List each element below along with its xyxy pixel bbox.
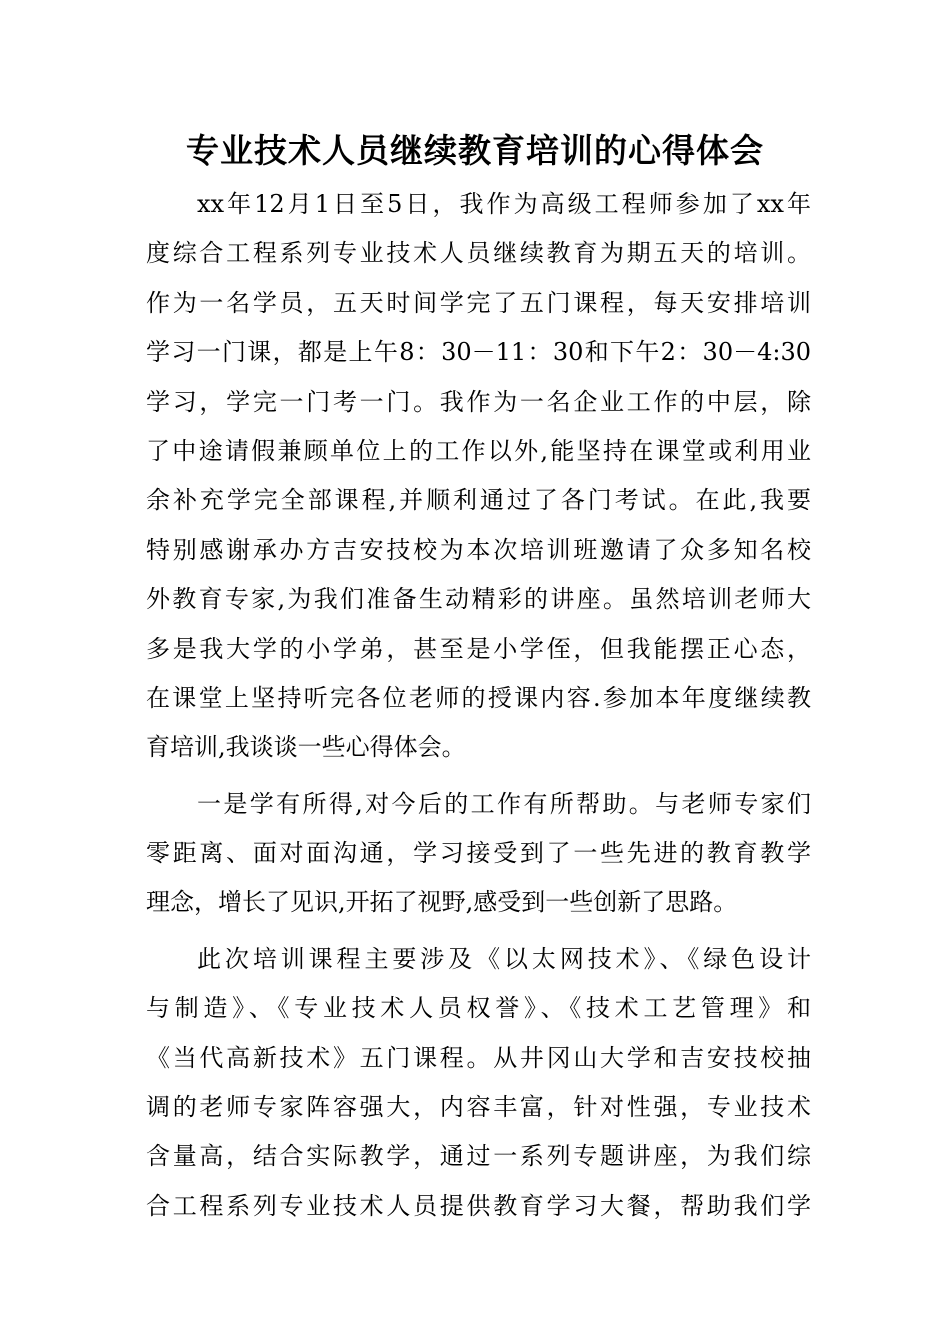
text-line: 零距离、面对面沟通，学习接受到了一些先进的教育教学 [146, 839, 811, 868]
text-line: 学习一门课，都是上午8：30－11：30和下午2：30－4:30 [146, 338, 811, 367]
text-line: 作为一名学员，五天时间学完了五门课程，每天安排培训 [146, 288, 811, 317]
text-line: 与制造》、《专业技术人员权誉》、《技术工艺管理》和 [146, 994, 811, 1023]
text-line: 此次培训课程主要涉及《以太网技术》、《绿色设计 [197, 944, 811, 973]
text-line: 调的老师专家阵容强大，内容丰富，针对性强，专业技术 [146, 1093, 811, 1122]
text-line: 理念，增长了见识,开拓了视野,感受到一些创新了思路。 [146, 888, 738, 917]
paragraph-gains [146, 780, 811, 928]
text-line: 一是学有所得,对今后的工作有所帮助。与老师专家们 [197, 789, 811, 818]
text-line: 多是我大学的小学弟，甚至是小学侄，但我能摆正心态， [146, 634, 811, 663]
text-line: 含量高，结合实际教学，通过一系列专题讲座，为我们综 [146, 1142, 811, 1171]
text-line: 《当代高新技术》五门课程。从井冈山大学和吉安技校抽 [146, 1043, 811, 1072]
text-line: 特别感谢承办方吉安技校为本次培训班邀请了众多知名校 [146, 535, 811, 564]
text-line: 了中途请假兼顾单位上的工作以外,能坚持在课堂或利用业 [146, 436, 811, 465]
document-body [146, 180, 811, 1231]
paragraph-gap [146, 928, 811, 935]
text-line: 学习，学完一门考一门。我作为一名企业工作的中层，除 [146, 387, 811, 416]
paragraph-intro [146, 180, 811, 773]
text-line: 合工程系列专业技术人员提供教育学习大餐，帮助我们学 [146, 1191, 811, 1220]
text-line: xx年12月1日至5日，我作为高级工程师参加了xx年 [197, 190, 811, 218]
paragraph-courses [146, 935, 811, 1231]
text-line: 外教育专家,为我们准备生动精彩的讲座。虽然培训老师大 [146, 585, 811, 614]
text-line: 余补充学完全部课程,并顺利通过了各门考试。在此,我要 [146, 486, 811, 515]
document-title: 专业技术人员继续教育培训的心得体会 [186, 131, 764, 170]
text-line: 度综合工程系列专业技术人员继续教育为期五天的培训。 [146, 239, 811, 268]
text-line: 在课堂上坚持听完各位老师的授课内容.参加本年度继续教 [146, 683, 811, 712]
paragraph-gap [146, 773, 811, 780]
text-line: 育培训,我谈谈一些心得体会。 [146, 733, 466, 762]
